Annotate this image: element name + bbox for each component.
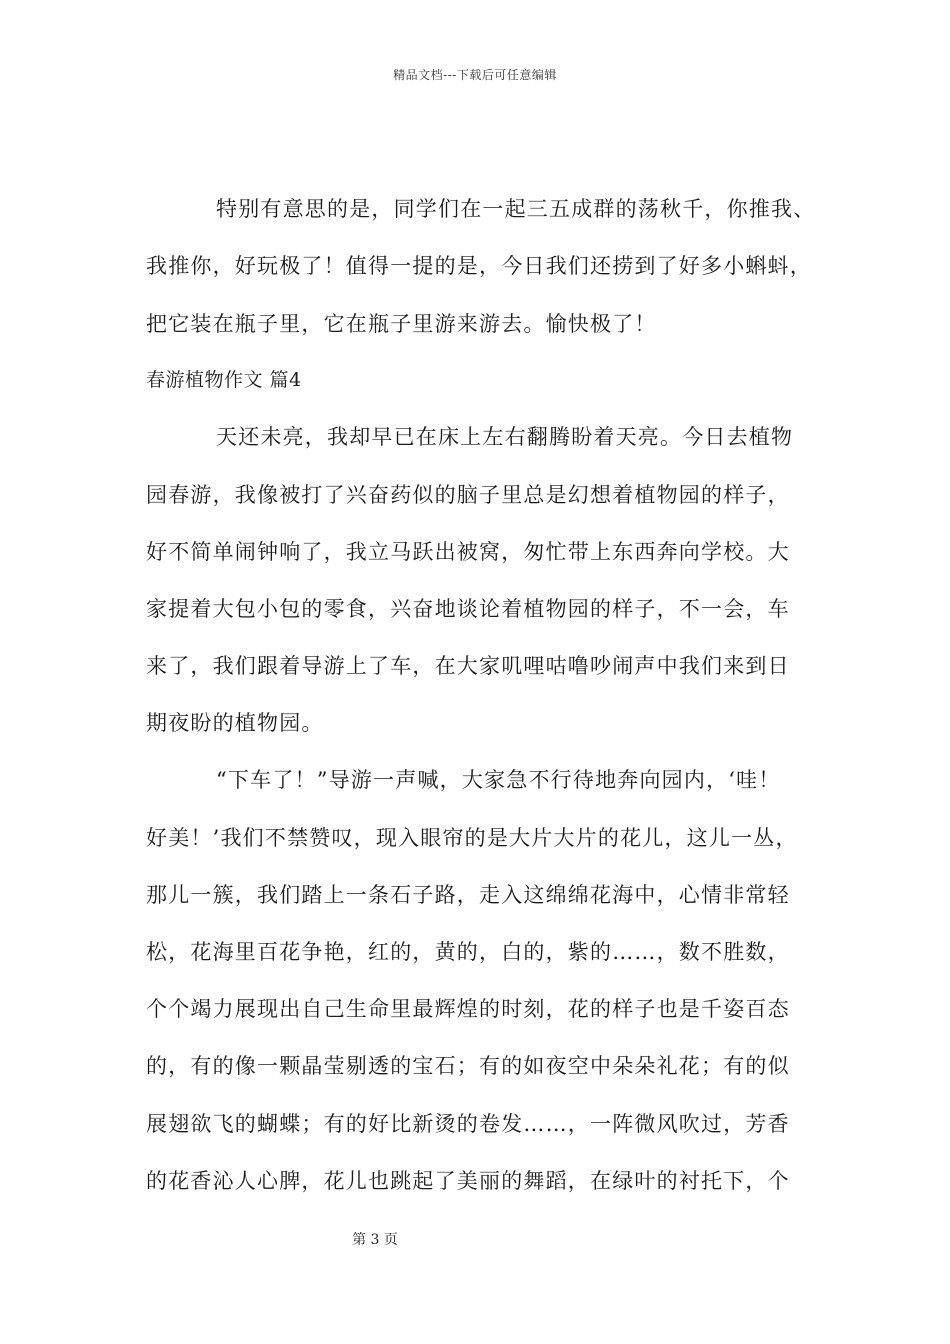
paragraph-line: 园春游，我像被打了兴奋药似的脑子里总是幻想着植物园的样子， <box>146 483 790 507</box>
paragraph-line: 天还未亮，我却早已在床上左右翻腾盼着天亮。今日去植物 <box>216 425 794 449</box>
paragraph-line: 好美！’我们不禁赞叹，现入眼帘的是大片大片的花儿，这儿一丛， <box>146 826 798 850</box>
paragraph-line: 我推你，好玩极了！值得一提的是，今日我们还捞到了好多小蝌蚪， <box>146 254 812 278</box>
paragraph-line: 特别有意思的是，同学们在一起三五成群的荡秋千，你推我、 <box>216 197 816 221</box>
paragraph-line: 来了，我们跟着导游上了车，在大家叽哩咕噜吵闹声中我们来到日 <box>146 654 790 678</box>
paragraph-line: 好不简单闹钟响了，我立马跃出被窝，匆忙带上东西奔向学校。大 <box>146 540 790 564</box>
paragraph-line: 家提着大包小包的零食，兴奋地谈论着植物园的样子，不一会，车 <box>146 597 790 621</box>
paragraph-line: 的，有的像一颗晶莹剔透的宝石；有的如夜空中朵朵礼花；有的似 <box>146 1054 790 1078</box>
paragraph-line: 松，花海里百花争艳，红的，黄的，白的，紫的……，数不胜数， <box>146 940 790 964</box>
paragraph-line: 个个竭力展现出自己生命里最辉煌的时刻，花的样子也是千姿百态 <box>146 997 790 1021</box>
paragraph-line: 把它装在瓶子里，它在瓶子里游来游去。愉快极了！ <box>146 312 657 336</box>
paragraph-line: “下车了！”导游一声喊，大家急不行待地奔向园内，‘哇！ <box>216 768 781 792</box>
paragraph-line: 展翅欲飞的蝴蝶；有的好比新烫的卷发……，一阵微风吹过，芳香 <box>146 1112 790 1136</box>
paragraph-line: 那儿一簇，我们踏上一条石子路，走入这绵绵花海中，心情非常轻 <box>146 883 790 907</box>
section-heading: 春游植物作文 篇4 <box>146 369 302 391</box>
page-header: 精品文档---下载后可任意编辑 <box>393 68 557 82</box>
paragraph-line: 期夜盼的植物园。 <box>146 711 324 735</box>
page-number: 第 3 页 <box>352 1232 398 1248</box>
paragraph-line: 的花香沁人心脾，花儿也跳起了美丽的舞蹈，在绿叶的衬托下，个 <box>146 1169 790 1193</box>
